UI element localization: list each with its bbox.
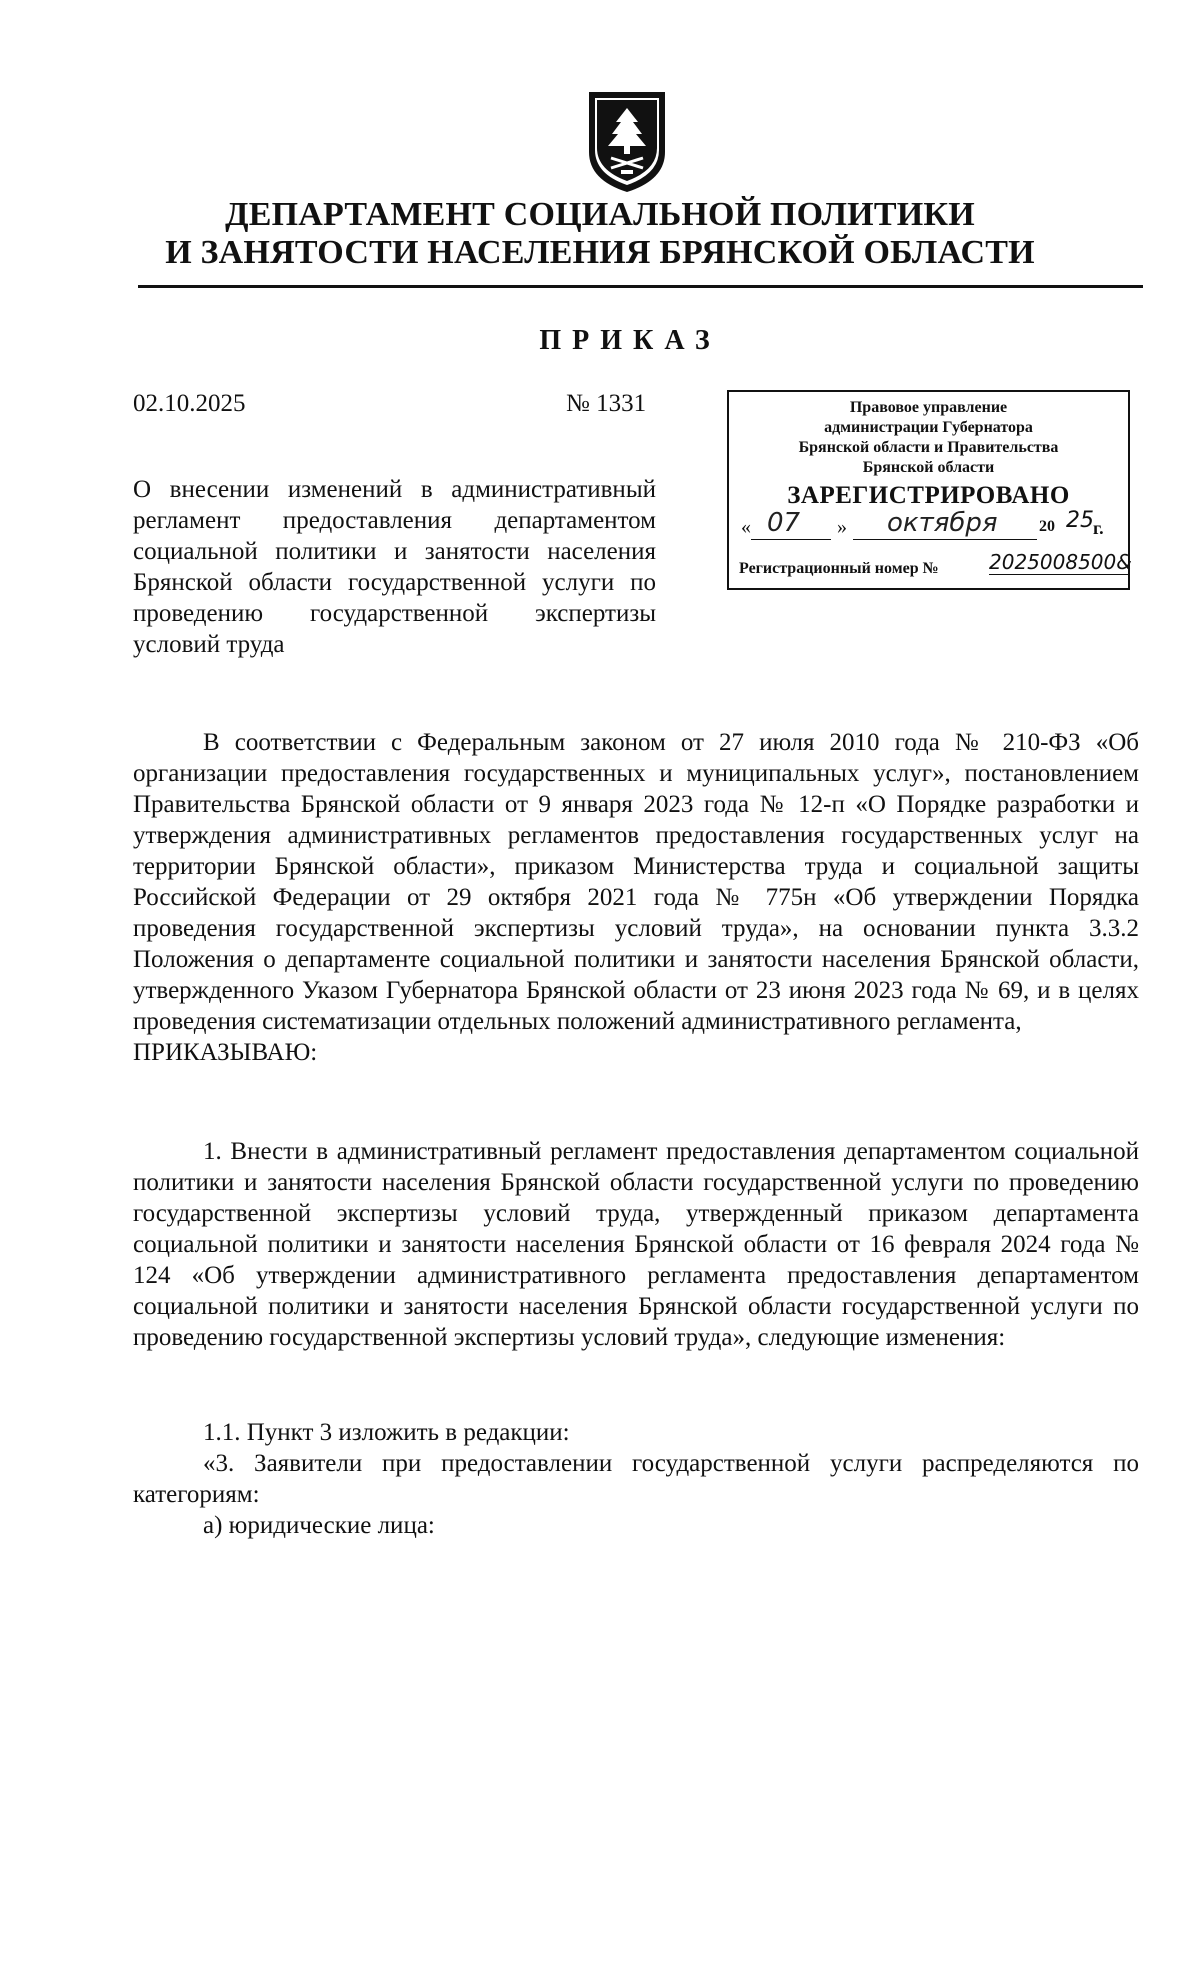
stamp-reg-label: Регистрационный номер № [739,560,939,577]
stamp-line4: Брянской области [862,459,995,476]
stamp-date [741,508,1116,548]
item-1-paragraph: 1. Внести в административный регламент предоставления департаментом социальной политики и занятости населения Брянской области государственной услуги по проведению государственной экспертизы условий труда, утвержденный приказом департамента социальной политики и занятости населения Брянской области от 16 февраля 2024 года № 124 «Об утверждении административного регламента предоставления департаментом социальной политики и занятости населения Брянской области государственной услуги по проведению государственной экспертизы условий труда», следующие изменения: [133,1138,1139,1351]
item-a-paragraph: а) юридические лица: [203,1512,435,1539]
stamp-reg-number: 2025008500& [989,550,1132,574]
order-word: ПРИКАЗЫВАЮ: [133,1039,318,1066]
stamp-month-underline [853,539,1037,540]
order-title: ПРИКАЗ [539,325,721,356]
preamble-paragraph [133,727,1139,1068]
stamp-year-suffix: г. [1093,518,1104,538]
order-date: 02.10.2025 [133,390,246,417]
header-divider [138,285,1143,288]
stamp-line3: Брянской области и Правительства [798,439,1059,456]
stamp-quote-close: » [837,516,847,538]
department-name-line1: ДЕПАРТАМЕНТ СОЦИАЛЬНОЙ ПОЛИТИКИ [225,196,975,233]
bryansk-coat-of-arms-icon [585,88,669,196]
stamp-registration-number [739,550,1132,582]
stamp-month: октября [887,508,998,538]
stamp-reg-underline [989,574,1129,575]
preamble-text: В соответствии с Федеральным законом от 27 июля 2010 года № 210-ФЗ «Об организации предоставления государственных и муниципальных услуг», постановлением Правительства Брянской области от 9 января 2023 года № 12-п «О Порядке разработки и утверждения административных регламентов предоставления государственных услуг на территории Брянской области», приказом Министерства труда и социальной защиты Российской Федерации от 29 октября 2021 года № 775н «Об утверждении Порядка проведения государственной экспертизы условий труда», на основании пункта 3.3.2 Положения о департаменте социальной политики и занятости населения Брянской области, утвержденного Указом Губернатора Брянской области от 23 июня 2023 года № 69, и в целях проведения систематизации отдельных положений административного регламента, [133,729,1139,1035]
stamp-day-underline [751,539,831,540]
order-number: № 1331 [566,390,647,417]
stamp-quote-open: « [741,516,751,538]
stamp-year-handwritten: 25 [1066,508,1094,533]
item-3-quote-paragraph: «3. Заявители при предоставлении государственной услуги распределяются по категориям: [133,1450,1139,1508]
stamp-line2: администрации Губернатора [824,419,1033,436]
stamp-year-prefix: 20 [1039,518,1055,535]
registration-stamp [727,390,1130,590]
order-subject: О внесении изменений в административный регламент предоставления департаментом социальной политики и занятости населения Брянской области государственной услуги по проведению государственной экспертизы условий труда [133,476,656,658]
department-name-line2: И ЗАНЯТОСТИ НАСЕЛЕНИЯ БРЯНСКОЙ ОБЛАСТИ [165,234,1035,271]
stamp-line1: Правовое управление [849,399,1008,416]
stamp-registered: ЗАРЕГИСТРИРОВАНО [787,482,1070,509]
item-1-1-paragraph: 1.1. Пункт 3 изложить в редакции: [203,1419,570,1446]
stamp-day: 07 [767,508,801,538]
